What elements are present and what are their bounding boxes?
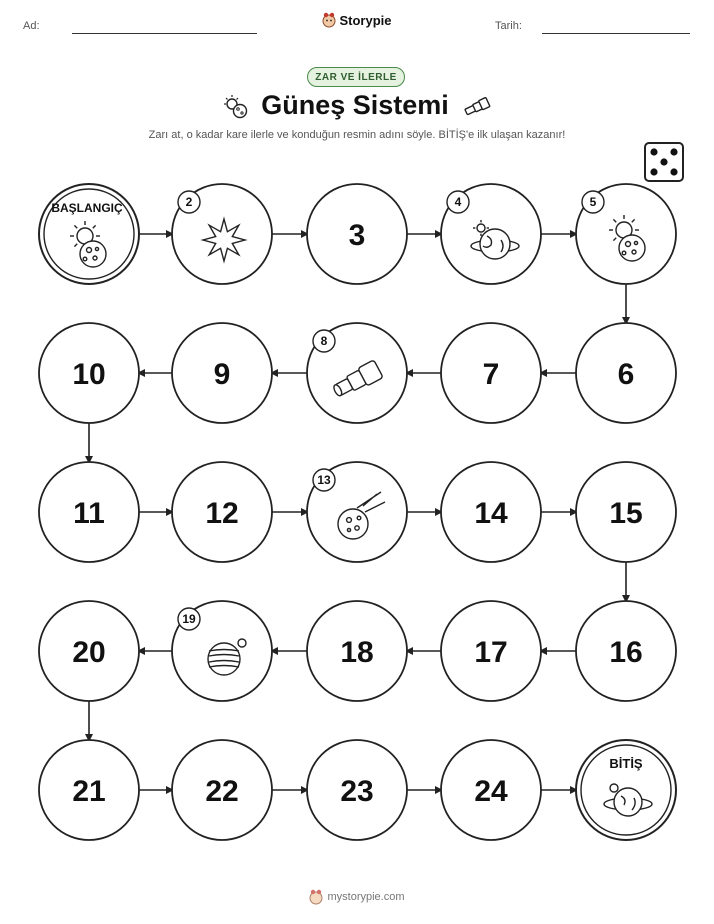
square-5[interactable] — [576, 184, 676, 284]
dice-pip — [670, 148, 677, 155]
square-number: 24 — [474, 775, 508, 808]
square-6[interactable] — [576, 323, 676, 423]
footer-url: mystorypie.com — [327, 890, 405, 903]
square-13[interactable] — [307, 462, 407, 562]
finish-square[interactable] — [576, 740, 676, 840]
square-21[interactable] — [39, 740, 139, 840]
dice-pip — [650, 148, 657, 155]
instructions: Zarı at, o kadar kare ilerle ve konduğun resmin adını söyle. BİTİŞ'e ilk ulaşan kazanır! — [148, 129, 566, 141]
square-14[interactable] — [441, 462, 541, 562]
square-23[interactable] — [307, 740, 407, 840]
square-11[interactable] — [39, 462, 139, 562]
square-24[interactable] — [441, 740, 541, 840]
square-number: 22 — [205, 775, 239, 808]
square-number-badge: 2 — [185, 195, 193, 209]
square-19[interactable] — [172, 601, 272, 701]
finish-label: BİTİŞ — [609, 756, 643, 771]
brand-name: Storypie — [339, 12, 392, 28]
square-number: 17 — [474, 636, 508, 669]
star-icon — [203, 219, 245, 261]
date-label: Tarih: — [495, 20, 522, 32]
square-number: 6 — [617, 358, 635, 391]
game-type-badge: ZAR VE İLERLE — [307, 67, 405, 87]
square-number-badge: 13 — [317, 473, 331, 487]
name-label: Ad: — [23, 20, 40, 32]
square-number: 21 — [72, 775, 106, 808]
start-square[interactable] — [39, 184, 139, 284]
square-number-badge: 4 — [454, 195, 462, 209]
square-number: 15 — [609, 497, 643, 530]
dice-pip — [660, 158, 667, 165]
square-number: 10 — [72, 358, 106, 391]
storypie-logo-icon — [309, 889, 323, 905]
square-18[interactable] — [307, 601, 407, 701]
square-number-badge: 5 — [589, 195, 597, 209]
square-number: 3 — [348, 219, 366, 252]
title-text: Güneş Sistemi — [261, 90, 449, 120]
footer — [0, 889, 714, 905]
square-number: 23 — [340, 775, 374, 808]
square-20[interactable] — [39, 601, 139, 701]
square-15[interactable] — [576, 462, 676, 562]
square-17[interactable] — [441, 601, 541, 701]
square-4[interactable] — [441, 184, 541, 284]
square-7[interactable] — [441, 323, 541, 423]
square-8[interactable] — [307, 323, 407, 423]
square-22[interactable] — [172, 740, 272, 840]
square-12[interactable] — [172, 462, 272, 562]
square-number: 11 — [73, 497, 105, 530]
square-16[interactable] — [576, 601, 676, 701]
square-number: 20 — [72, 636, 106, 669]
square-number: 14 — [474, 497, 508, 530]
square-number: 18 — [340, 636, 374, 669]
square-number-badge: 19 — [182, 612, 196, 626]
square-2[interactable] — [172, 184, 272, 284]
square-10[interactable] — [39, 323, 139, 423]
dice-pip — [650, 168, 657, 175]
dice-pip — [670, 168, 677, 175]
dice-icon — [645, 143, 683, 181]
square-number: 7 — [482, 358, 500, 391]
start-label: BAŞLANGIÇ — [51, 201, 123, 215]
square-number: 16 — [609, 636, 643, 669]
square-number: 12 — [205, 497, 239, 530]
square-number-badge: 8 — [320, 334, 328, 348]
square-number: 9 — [213, 358, 231, 391]
square-9[interactable] — [172, 323, 272, 423]
square-3[interactable] — [307, 184, 407, 284]
